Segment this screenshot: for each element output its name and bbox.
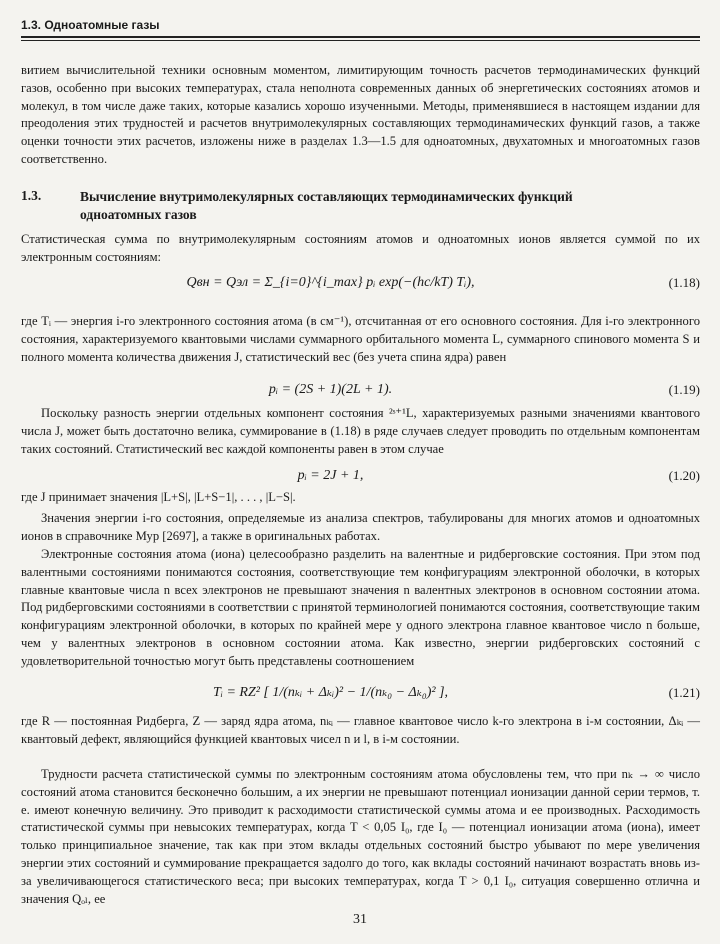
equation-1-21-number: (1.21) xyxy=(668,685,700,700)
equation-1-19-number: (1.19) xyxy=(668,382,700,397)
paragraph-intro: витием вычислительной техники основным моментом, лимитирующим точность расчетов термодинамических функций газов, особенно при высоких температурах, стала неполнота современных данных об энергетических состояниях атомов и молекул, в том числе даже таких, которые казались хорошо изученными. Методы, применявшиеся в настоящем издании для преодоления этих трудностей и расчетов внутримолекулярных составляющих термодинамических функций газов, а также оценки точности этих расчетов, изложены ниже в разделах 1.3—1.5 для одноатомных, двухатомных и многоатомных газов соответственно. xyxy=(21,63,700,166)
page-number: 31 xyxy=(353,912,367,927)
equation-1-21 xyxy=(21,676,700,710)
equation-1-19-body: pᵢ = (2S + 1)(2L + 1). xyxy=(268,382,393,397)
equation-1-21-body: Tᵢ = RZ² [ 1/(nₖᵢ + Δₖᵢ)² − 1/(nₖ₀ − Δₖ₀)² ], xyxy=(212,685,449,700)
equation-1-18-number: (1.18) xyxy=(668,275,700,290)
equation-1-20-number: (1.20) xyxy=(668,468,700,483)
header-rule-thin xyxy=(21,40,700,41)
paragraph-energy-def: где Tᵢ — энергия i-го электронного состояния атома (в см⁻¹), отсчитанная от его основного состояния. Для i-го электронного состояния, характеризуемого квантовыми числами суммарного орбитального момента L, суммарного спинового момента S и полного момента количества движения J, статистический вес (без учета спина ядра) равен xyxy=(21,314,700,364)
paragraph-divergence: Трудности расчета статистической суммы по электронным состояниям атома обусловлены тем, что при nₖ → ∞ число состояний атома становится бесконечно большим, а их энергии не превышают потенциал ионизации данной серии термов, т. е. имеют конечную величину. Это приводит к расходимости статистической суммы атома и ее производных. Расходимость статистической суммы при невысоких температурах, когда T < 0,05 I₀, где I₀ — потенциал ионизации атома (иона), имеет только принципиальное значение, так как при этом вклады отдельных состояний быстро убывают по мере увеличения энергии этих состояний и суммирование прекращается задолго до того, как вклады состояний начинают возрастать вновь из-за увеличивающегося статистического веса; при высоких температурах, когда T > 0,1 I₀, ситуация совершенно отлична и значения Qₒₗ, ее xyxy=(21,767,700,906)
equation-1-20-body: pᵢ = 2J + 1, xyxy=(297,468,364,483)
paragraph-energy-values: Значения энергии i-го состояния, определяемые из анализа спектров, табулированы для многих атомов и одноатомных ионов в справочнике Мур [2697], а также в оригинальных работах. xyxy=(21,511,700,543)
running-head: 1.3. Одноатомные газы xyxy=(21,18,160,32)
header-rule-thick xyxy=(21,36,700,38)
equation-1-20 xyxy=(21,459,700,493)
section-number: 1.3. xyxy=(21,188,42,203)
paragraph-rydberg-states: Электронные состояния атома (иона) целесообразно разделить на валентные и ридберговские состояния. При этом под валентными состояниями понимаются состояния, соответствующие тем конфигурациям электронной оболочки, в которых главные квантовые числа n всех электронов не превышают значения n валентных электронов в основном состоянии атома. Под ридберговскими состояниями в соответствии с принятой терминологией понимаются состояния, соответствующие таким конфигурациям электронной оболочки, в которых по крайней мере у одного электрона главное квантовое число n больше, чем у валентных электронов в основном состоянии атома. Как известно, энергии ридберговских состояний с удовлетворительной точностью могут быть представлены соотношением xyxy=(21,547,700,668)
section-title: Вычисление внутримолекулярных составляющих термодинамических функций одноатомных газов xyxy=(80,189,573,222)
paragraph-rydberg-constants: где R — постоянная Ридберга, Z — заряд ядра атома, nₖᵢ — главное квантовое число k-го электрона в i-м состоянии, Δₖᵢ — квантовый дефект, являющийся функцией квантовых чисел n и l, в i-м состоянии. xyxy=(21,714,700,746)
paragraph-j-values: где J принимает значения |L+S|, |L+S−1|, . . . , |L−S|. xyxy=(21,490,296,504)
paragraph-stat-sum: Статистическая сумма по внутримолекулярным состояниям атомов и одноатомных ионов является суммой по их электронным состояниям: xyxy=(21,232,700,264)
paragraph-components: Поскольку разность энергии отдельных компонент состояния ²ˢ⁺¹L, характеризуемых разными значениями квантового числа J, может быть достаточно велика, суммирование в (1.18) в ряде случаев следует проводить по отдельным компонентам таких состояний. Статистический вес каждой компоненты равен в этом случае xyxy=(21,406,700,456)
equation-1-18 xyxy=(21,266,700,300)
equation-1-19 xyxy=(21,373,700,407)
equation-1-18-body: Qвн = Qэл = Σ_{i=0}^{i_max} pᵢ exp(−(hc/kT) Tᵢ), xyxy=(186,275,475,290)
